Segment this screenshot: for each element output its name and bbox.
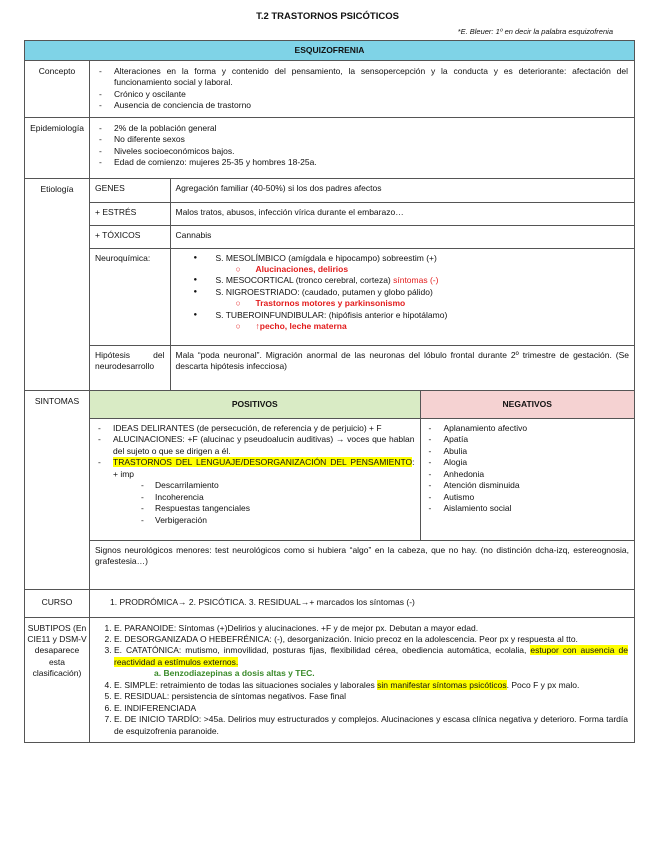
list-item: 7. E. DE INICIO TARDÍO: >45a. Delirios muy estructurados y complejos. Alucinaciones y escasa clínica negativa y deterioro. Forma tardía de esquizofrenia paranoide. xyxy=(114,714,628,737)
list-item: ○ Trastornos motores y parkinsonismo xyxy=(216,298,630,309)
curso-text: 1. PRODRÓMICA→ 2. PSICÓTICA. 3. RESIDUAL→+ marcados los síntomas (-) xyxy=(90,589,635,617)
list-item: - Verbigeración xyxy=(155,515,415,526)
etiology-text-genes: Agregación familiar (40-50%) si los dos padres afectos xyxy=(170,179,634,202)
list-item: ○ Alucinaciones, delirios xyxy=(216,264,630,275)
etiology-text-estres: Malos tratos, abusos, infección vírica durante el embarazo… xyxy=(170,202,634,225)
list-item: - No diferente sexos xyxy=(96,134,628,145)
positivos-header: POSITIVOS xyxy=(90,391,420,419)
schizophrenia-table xyxy=(24,40,635,743)
list-item: - Niveles socioeconómicos bajos. xyxy=(96,146,628,157)
list-item: - ALUCINACIONES: +F (alucinac y pseudoalucin auditivas) → voces que hablan del sujeto o que se dirigen a él. xyxy=(95,434,415,457)
signos-neurologicos: Signos neurológicos menores: test neurológicos como si hubiera “algo” en la cabeza, que no hay. (no distinción dcha-izq, estereognosia, grafestesia…) xyxy=(90,541,634,589)
list-item: - IDEAS DELIRANTES (de persecución, de referencia y de perjuicio) + F xyxy=(95,423,415,434)
etiology-label-hipotesis: Hipótesis del neurodesarrollo xyxy=(90,345,170,390)
list-item: ● S. NIGROESTRIADO: (caudado, putamen y globo pálido) ○ Trastornos motores y parkinsonismo xyxy=(216,287,630,310)
list-item: ● S. MESOCORTICAL (tronco cerebral, corteza) síntomas (-) xyxy=(216,275,630,286)
etiology-neuro-cell xyxy=(170,248,634,345)
etiology-label-toxicos: + TÓXICOS xyxy=(90,225,170,248)
list-item: 4. E. SIMPLE: retraimiento de todas las situaciones sociales y laborales sin manifestar síntomas psicóticos. Poco F y px malo. xyxy=(114,680,628,691)
list-item: 6. E. INDIFERENCIADA xyxy=(114,703,628,714)
row-label-sintomas: SINTOMAS xyxy=(25,391,90,590)
etiologia-cell xyxy=(90,179,635,391)
subtipos-cell xyxy=(90,617,635,743)
concepto-cell xyxy=(90,61,635,118)
list-item: 3. E. CATATÓNICA: mutismo, inmovilidad, posturas fijas, flexibilidad cérea, obediencia automática, ecolalia, estupor con ausencia de reactividad a estímulos externos. a. Benzodiazepinas a dosis altas y TEC. xyxy=(114,645,628,679)
etiology-label-neuro: Neuroquímica: xyxy=(90,248,170,345)
list-item: - Aislamiento social xyxy=(426,503,630,514)
list-item: - Abulia xyxy=(426,446,630,457)
list-item: 5. E. RESIDUAL: persistencia de síntomas negativos. Fase final xyxy=(114,691,628,702)
row-label-etiologia: Etiología xyxy=(25,179,90,391)
list-item: 1. E. PARANOIDE: Síntomas (+)Delirios y alucinaciones. +F y de mejor px. Debutan a mayor edad. xyxy=(114,623,628,634)
etiology-label-genes: GENES xyxy=(90,179,170,202)
epidemiologia-cell xyxy=(90,118,635,179)
list-item: - Alogia xyxy=(426,457,630,468)
negativos-cell xyxy=(420,419,634,541)
list-item: - Respuestas tangenciales xyxy=(155,503,415,514)
list-item: 2. E. DESORGANIZADA O HEBEFRÉNICA: (-), desorganización. Inicio precoz en la adolescencia. Peor px y respuesta al tto. xyxy=(114,634,628,645)
list-item: ○ ↑pecho, leche materna xyxy=(216,321,630,332)
table-header: ESQUIZOFRENIA xyxy=(25,41,635,61)
list-item: - Aplanamiento afectivo xyxy=(426,423,630,434)
list-item: - Crónico y oscilante xyxy=(96,89,628,100)
list-item: - Descarrilamiento xyxy=(155,480,415,491)
etiology-text-hipotesis: Mala “poda neuronal”. Migración anormal de las neuronas del lóbulo frontal durante 2º trimestre de gestación. (Se descarta hipótesis infecciosa) xyxy=(170,345,634,390)
etiology-text-toxicos: Cannabis xyxy=(170,225,634,248)
negativos-header: NEGATIVOS xyxy=(420,391,634,419)
list-item: - Atención disminuida xyxy=(426,480,630,491)
list-item: - Autismo xyxy=(426,492,630,503)
list-item: - Incoherencia xyxy=(155,492,415,503)
list-item: - 2% de la población general xyxy=(96,123,628,134)
list-item: - Alteraciones en la forma y contenido del pensamiento, la sensopercepción y la conducta y es deteriorante: afectación del funcionamiento social y laboral. xyxy=(96,66,628,89)
list-item: ● S. MESOLÍMBICO (amígdala e hipocampo) sobreestim (+) ○ Alucinaciones, delirios xyxy=(216,253,630,276)
footnote: *E. Bleuer: 1º en decir la palabra esquizofrenia xyxy=(457,27,613,36)
row-label-epidemiologia: Epidemiología xyxy=(25,118,90,179)
list-item: - Ausencia de conciencia de trastorno xyxy=(96,100,628,111)
row-label-concepto: Concepto xyxy=(25,61,90,118)
list-item: ● S. TUBEROINFUNDIBULAR: (hipófisis anterior e hipotálamo) ○ ↑pecho, leche materna xyxy=(216,310,630,333)
list-item: - TRASTORNOS DEL LENGUAJE/DESORGANIZACIÓN DEL PENSAMIENTO: + imp xyxy=(95,457,415,480)
positivos-cell xyxy=(90,419,420,541)
row-label-curso: CURSO xyxy=(25,589,90,617)
page-title: T.2 TRASTORNOS PSICÓTICOS xyxy=(256,11,399,22)
sintomas-cell xyxy=(90,391,635,590)
list-item: - Edad de comienzo: mujeres 25-35 y hombres 18-25a. xyxy=(96,157,628,168)
etiology-label-estres: + ESTRÉS xyxy=(90,202,170,225)
list-item: a. Benzodiazepinas a dosis altas y TEC. xyxy=(154,668,315,679)
list-item: - Anhedonia xyxy=(426,469,630,480)
row-label-subtipos: SUBTIPOS (En CIE11 y DSM-V desaparece esta clasificación) xyxy=(25,617,90,743)
list-item: - Apatía xyxy=(426,434,630,445)
